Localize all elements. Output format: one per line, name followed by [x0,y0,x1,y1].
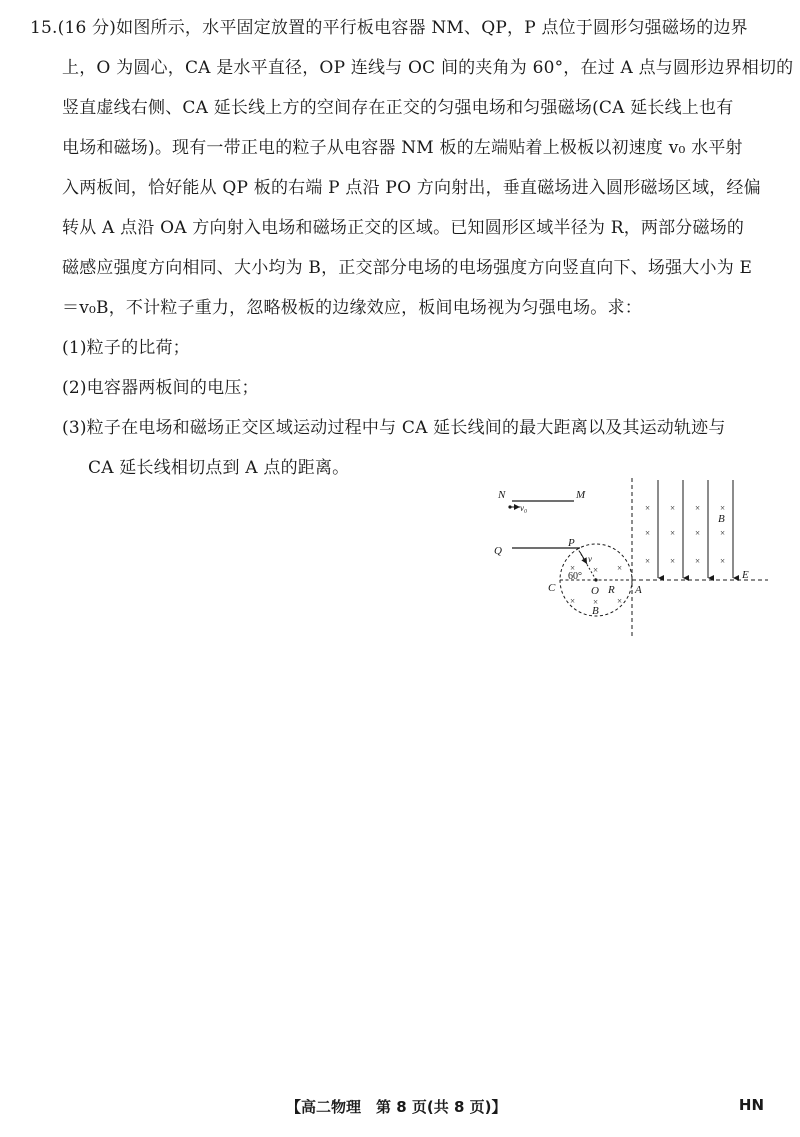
label-r: R [608,584,615,596]
page-footer [0,1096,800,1118]
svg-text:×: × [670,528,676,538]
label-b-circle: B [592,605,599,617]
label-p: P [568,537,575,549]
label-c: C [548,582,556,594]
svg-text:×: × [570,563,576,573]
question-line-3: 竖直虚线右侧、CA 延长线上方的空间存在正交的匀强电场和匀强磁场(CA 延长线上也有 [62,98,734,118]
label-n: N [498,489,506,501]
svg-text:×: × [593,597,599,607]
svg-text:×: × [720,528,726,538]
svg-text:×: × [645,503,651,513]
question-line-4: 电场和磁场)。现有一带正电的粒子从电容器 NM 板的左端贴着上极板以初速度 v₀ 水平射 [62,138,743,158]
svg-text:×: × [720,556,726,566]
svg-text:×: × [720,503,726,513]
svg-text:×: × [617,563,623,573]
label-a: A [635,584,642,596]
v-arrow [580,552,587,564]
sub-question-3-cont: CA 延长线相切点到 A 点的距离。 [88,458,350,478]
sub-question-1: (1)粒子的比荷； [62,338,190,358]
svg-text:×: × [695,556,701,566]
label-angle: 60° [568,571,582,582]
svg-text:×: × [695,503,701,513]
svg-text:×: × [695,528,701,538]
sub-question-3: (3)粒子在电场和磁场正交区域运动过程中与 CA 延长线间的最大距离以及其运动轨迹与 [62,418,726,438]
question-line-5: 入两板间，恰好能从 QP 板的右端 P 点沿 PO 方向射出，垂直磁场进入圆形磁场区域，经偏 [62,178,761,198]
svg-text:×: × [593,565,599,575]
sub-question-2: (2)电容器两板间的电压； [62,378,259,398]
question-line-7: 磁感应强度方向相同、大小均为 B，正交部分电场的电场强度方向竖直向下、场强大小为 E [62,258,753,278]
question-line-2: 上，O 为圆心，CA 是水平直径，OP 连线与 OC 间的夹角为 60°，在过 A 点与圆形边界相切的 [62,58,794,78]
label-e: E [742,569,749,581]
footer-code: HN [738,1096,764,1114]
label-m: M [576,489,586,501]
question-line-8: ＝v₀B，不计粒子重力，忽略极板的边缘效应，板间电场视为匀强电场。求： [62,298,642,318]
question-line-1: 15.(16 分)如图所示，水平固定放置的平行板电容器 NM、QP，P 点位于圆形匀强磁场的边界 [30,18,748,38]
question-line-6: 转从 A 点沿 OA 方向射入电场和磁场正交的区域。已知圆形区域半径为 R，两部分磁场的 [62,218,745,238]
svg-text:×: × [670,503,676,513]
footer-page-info: 【高二物理 第 8 页(共 8 页)】 [286,1098,507,1116]
region-field-crosses [645,503,725,566]
svg-text:×: × [645,528,651,538]
label-b-field: B [718,513,725,525]
label-v: v [588,554,592,564]
svg-text:×: × [645,556,651,566]
physics-diagram [488,474,778,644]
label-v0: v₀ [520,503,528,513]
svg-text:×: × [617,596,623,606]
label-q: Q [494,545,502,557]
label-o: O [591,585,599,597]
svg-text:×: × [570,596,576,606]
svg-text:×: × [670,556,676,566]
